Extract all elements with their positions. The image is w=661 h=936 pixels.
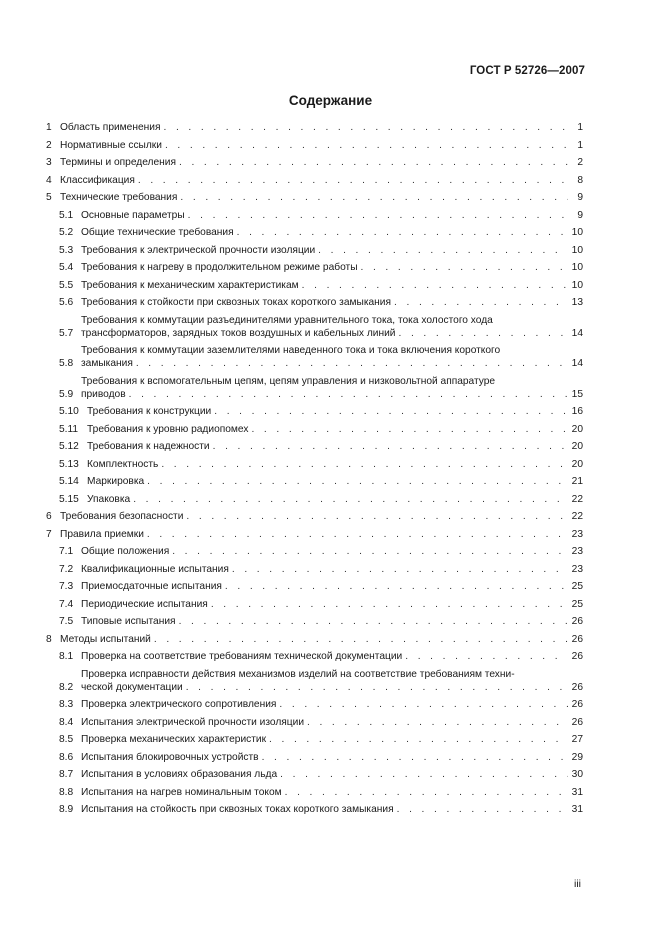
toc-leader-dots [161,458,568,471]
toc-entry-number: 4 [46,174,52,186]
toc-entry[interactable] [59,226,583,239]
toc-entry[interactable] [59,716,583,729]
toc-entry-title: Приемосдаточные испытания [81,581,222,592]
toc-leader-dots [397,803,568,816]
toc-entry[interactable] [59,563,583,576]
toc-entry-title: Испытания в условиях образования льда [81,769,278,780]
toc-leader-dots [186,681,568,694]
toc-leader-dots [180,191,568,204]
toc-entry-title: Общие технические требования [81,227,234,238]
toc-entry[interactable] [59,751,583,764]
toc-leader-dots [232,563,568,576]
toc-entry-title: Проверка на соответствие требованиям технической документации [81,651,403,662]
toc-entry-page: 31 [571,786,583,798]
toc-entry-title: Испытания на нагрев номинальным током [81,786,282,798]
toc-entry[interactable] [59,296,583,309]
toc-entry-number: 7.5 [59,616,74,627]
toc-entry[interactable] [59,768,583,781]
toc-entry[interactable] [46,174,583,187]
toc-entry-page: 13 [571,297,583,308]
toc-entry[interactable] [59,423,583,436]
toc-entry-title: Требования к механическим характеристикам [81,279,299,291]
toc-entry-page: 25 [571,598,583,610]
toc-entry-title-line: приводов [81,388,126,400]
toc-entry[interactable] [59,803,583,816]
toc-entry-number: 5.7 [59,327,74,339]
toc-entry-title: Общие положения [81,546,170,557]
toc-entry-number: 7 [46,528,52,540]
toc-entry[interactable] [59,668,583,694]
toc-entry-title: Периодические испытания [81,598,208,610]
toc-entry[interactable] [59,209,583,222]
toc-leader-dots [280,768,568,781]
toc-entry-number: 5.11 [59,423,79,435]
toc-leader-dots [136,357,568,370]
toc-entry-number: 5.15 [59,493,79,505]
toc-entry[interactable] [59,440,583,453]
toc-entry-page: 27 [571,734,583,745]
toc-leader-dots [318,244,568,257]
toc-entry-title: Типовые испытания [81,616,176,627]
toc-leader-dots [251,423,568,436]
toc-leader-dots [186,510,568,523]
toc-entry[interactable] [46,139,583,152]
toc-entry-page: 1 [577,139,583,151]
toc-entry-page: 23 [571,546,583,557]
toc-leader-dots [133,493,568,506]
toc-entry-number: 8.1 [59,651,74,662]
toc-entry-number: 8.6 [59,751,74,763]
toc-entry-title: Испытания электрической прочности изоляции [81,716,305,728]
toc-leader-dots [154,633,568,646]
toc-entry-title: Требования к уровню радиопомех [87,423,249,435]
toc-entry-title-line: Требования к коммутации разъединителями уравнительного тока, тока холостого хода [81,314,493,326]
toc-leader-dots [211,598,568,611]
toc-entry-title: Требования безопасности [60,511,184,522]
toc-entry-title: Упаковка [87,493,131,505]
toc-entry-page: 10 [571,279,583,291]
toc-leader-dots [225,580,568,593]
toc-entry[interactable] [59,733,583,746]
toc-entry-title: Проверка механических характеристик [81,734,267,745]
toc-leader-dots [269,733,568,746]
toc-entry-page: 14 [571,358,583,369]
toc-entry[interactable] [46,510,583,523]
toc-leader-dots [165,139,568,152]
toc-entry-number: 8.9 [59,804,74,815]
toc-entry-page: 9 [577,209,583,221]
toc-entry[interactable] [59,279,583,292]
toc-entry[interactable] [59,458,583,471]
toc-entry[interactable] [59,698,583,711]
toc-entry-title-line: Требования к коммутации заземлителями наведенного тока и тока включения короткого [81,345,501,356]
toc-entry-number: 8.3 [59,699,74,710]
toc-entry-number: 5.13 [59,458,79,470]
toc-entry-page: 26 [571,716,583,728]
toc-leader-dots [302,279,568,292]
toc-entry-title-line: Требования к вспомогательным цепям, цепям управления и низковольтной аппаратуре [81,375,496,387]
toc-entry[interactable] [59,375,583,401]
toc-leader-dots [214,405,568,418]
toc-entry-title: Область применения [60,122,161,133]
toc-entry[interactable] [59,580,583,593]
toc-entry-page: 26 [571,651,583,662]
toc-entry-page: 31 [571,804,583,815]
toc-entry-number: 5.12 [59,441,79,452]
toc-entry[interactable] [59,650,583,663]
toc-entry-title: Основные параметры [81,209,185,221]
toc-entry-number: 7.1 [59,546,74,557]
toc-entry-page: 26 [571,699,583,710]
toc-leader-dots [213,440,568,453]
toc-entry-title: Требования к конструкции [87,406,212,417]
toc-entry-page: 25 [571,581,583,592]
toc-entry-title: Требования к надежности [87,441,210,452]
toc-entry-page: 22 [571,511,583,522]
toc-entry[interactable] [46,528,583,541]
toc-entry-page: 29 [571,751,583,763]
table-of-contents [46,121,583,821]
toc-entry-title: Технические требования [60,192,178,203]
toc-entry-number: 1 [46,122,52,133]
toc-entry[interactable] [59,598,583,611]
toc-entry-title: Испытания блокировочных устройств [81,751,259,763]
toc-leader-dots [188,209,568,222]
toc-entry-title: Квалификационные испытания [81,563,229,575]
toc-leader-dots [147,475,568,488]
toc-leader-dots [398,327,568,340]
toc-entry-title: Методы испытаний [60,633,151,645]
toc-entry-title: Термины и определения [60,157,176,168]
toc-leader-dots [147,528,568,541]
toc-entry[interactable] [59,261,583,274]
toc-entry-page: 9 [577,192,583,203]
toc-entry-page: 10 [571,262,583,273]
toc-entry[interactable] [46,633,583,646]
toc-entry-number: 8.5 [59,734,74,745]
toc-entry-page: 26 [571,633,583,645]
toc-entry-number: 3 [46,157,52,168]
toc-entry-number: 5.8 [59,358,74,369]
toc-entry-number: 5.9 [59,388,74,400]
toc-entry-page: 15 [571,388,583,400]
toc-leader-dots [262,751,568,764]
toc-entry-page: 20 [571,458,583,470]
toc-entry-number: 5.6 [59,297,74,308]
toc-entry-title-line: трансформаторов, зарядных токов воздушных и кабельных линий [81,327,396,339]
toc-leader-dots [394,296,568,309]
toc-entry-page: 2 [577,157,583,168]
toc-entry-number: 5.1 [59,209,74,221]
toc-entry-page: 8 [577,174,583,186]
toc-entry[interactable] [46,121,583,134]
toc-leader-dots [138,174,568,187]
toc-leader-dots [285,786,568,799]
toc-entry-page: 22 [571,493,583,505]
toc-entry-page: 21 [571,476,583,487]
toc-entry[interactable] [59,344,583,370]
toc-entry-page: 20 [571,441,583,452]
toc-entry[interactable] [59,545,583,558]
page-number: iii [574,878,581,890]
toc-entry-page: 1 [577,122,583,133]
toc-leader-dots [361,261,568,274]
toc-entry-page: 16 [571,406,583,417]
toc-leader-dots [405,650,568,663]
toc-leader-dots [279,698,568,711]
toc-entry-number: 7.2 [59,563,74,575]
toc-entry-title: Комплектность [87,458,159,470]
toc-entry-title: Нормативные ссылки [60,139,162,151]
toc-entry-number: 8 [46,633,52,645]
toc-entry-number: 5.5 [59,279,74,291]
toc-entry[interactable] [46,191,583,204]
toc-entry-title: Правила приемки [60,528,144,540]
toc-entry[interactable] [46,156,583,169]
toc-entry-number: 5.10 [59,406,79,417]
toc-entry-page: 20 [571,423,583,435]
toc-entry-number: 5.2 [59,227,74,238]
toc-entry[interactable] [59,475,583,488]
toc-entry-page: 10 [571,244,583,256]
toc-entry[interactable] [59,244,583,257]
toc-entry[interactable] [59,493,583,506]
toc-entry-number: 7.4 [59,598,74,610]
toc-entry-title: Требования к электрической прочности изоляции [81,244,316,256]
toc-entry-title-line: замыкания [81,358,133,369]
toc-entry[interactable] [59,314,583,340]
toc-leader-dots [129,388,568,401]
toc-title: Содержание [288,93,373,108]
toc-entry-number: 7.3 [59,581,74,592]
toc-entry-number: 5.3 [59,244,74,256]
toc-entry[interactable] [59,786,583,799]
toc-leader-dots [179,156,568,169]
toc-leader-dots [172,545,568,558]
toc-entry-title: Требования к нагреву в продолжительном режиме работы [81,262,358,273]
toc-entry-title: Требования к стойкости при сквозных токах короткого замыкания [81,297,392,308]
toc-leader-dots [179,615,568,628]
toc-entry[interactable] [59,405,583,418]
toc-entry-number: 5.4 [59,262,74,273]
toc-leader-dots [237,226,568,239]
toc-entry-number: 8.7 [59,769,74,780]
toc-entry-number: 2 [46,139,52,151]
toc-entry-title-line: ческой документации [81,681,183,693]
toc-leader-dots [307,716,568,729]
toc-entry-title-line: Проверка исправности действия механизмов изделий на соответствие требованиям техни- [81,668,515,680]
toc-entry-number: 8.2 [59,681,74,693]
document-header-code: ГОСТ Р 52726—2007 [469,65,585,77]
toc-leader-dots [163,121,568,134]
toc-entry-page: 30 [571,769,583,780]
toc-entry-number: 5 [46,192,52,203]
toc-entry-number: 6 [46,511,52,522]
toc-entry-page: 26 [571,616,583,627]
toc-entry-page: 23 [571,563,583,575]
toc-entry-title: Испытания на стойкость при сквозных токах короткого замыкания [81,804,394,815]
toc-entry-number: 8.8 [59,786,74,798]
toc-entry-title: Классификация [60,174,135,186]
toc-entry-page: 10 [571,227,583,238]
toc-entry-title: Проверка электрического сопротивления [81,699,277,710]
toc-entry-title: Маркировка [87,476,145,487]
toc-entry-page: 23 [571,528,583,540]
toc-entry-number: 8.4 [59,716,74,728]
toc-entry[interactable] [59,615,583,628]
toc-entry-page: 14 [571,327,583,339]
toc-entry-number: 5.14 [59,476,79,487]
toc-entry-page: 26 [571,681,583,693]
